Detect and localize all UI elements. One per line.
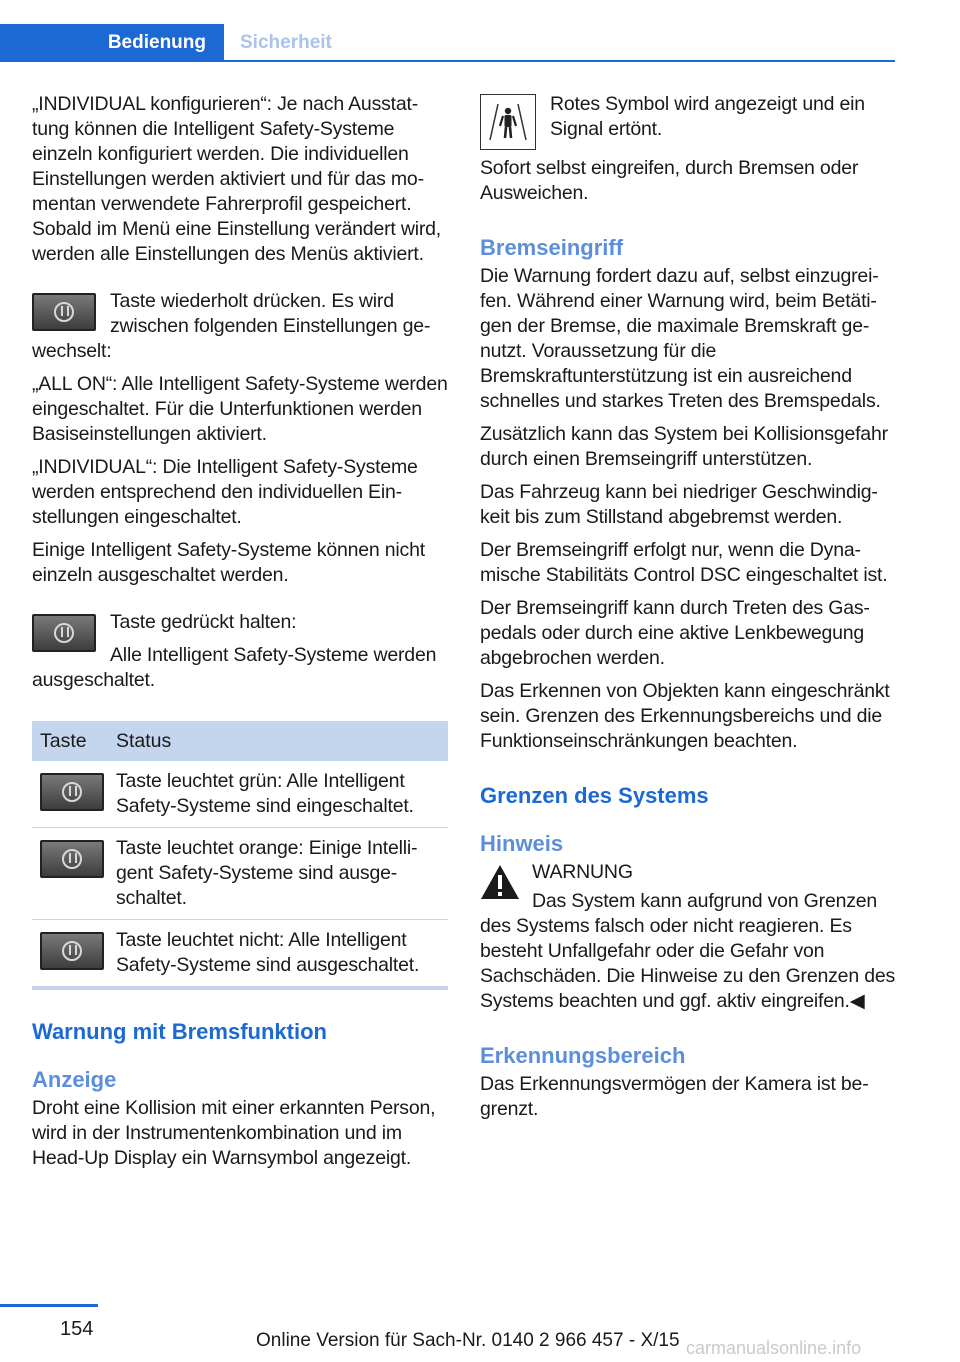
table-cell-status: Taste leuchtet orange: Einige Intelligent Safety-Systeme sind ausgeschaltet. bbox=[108, 828, 448, 920]
paragraph-all-on: „ALL ON“: Alle Intelligent Safety-Systeme werden eingeschaltet. Für die Unterfunktionen werden Basiseinstellungen aktiviert. bbox=[32, 373, 448, 445]
warning-triangle-icon bbox=[480, 864, 520, 900]
paragraph-erkennen: Das Erkennen von Objekten kann eingeschränkt sein. Grenzen des Erkennungsbereichs und die Funktionseinschränkungen beachten. bbox=[480, 680, 890, 752]
paragraph-repeat-press: Taste wiederholt drücken. Es wird zwischen folgenden Einstellungen gewechselt: bbox=[32, 290, 431, 362]
tab-bedienung[interactable]: Bedienung bbox=[0, 24, 224, 60]
heading-erkennungsbereich: Erkennungsbereich bbox=[480, 1043, 686, 1068]
key-instruction-repeat bbox=[32, 289, 448, 372]
paragraph-dsc: Der Bremseingriff erfolgt nur, wenn die Dynamische Stabilitäts Control DSC eingeschaltet ist. bbox=[480, 539, 888, 586]
paragraph-individual: „INDIVIDUAL“: Die Intelligent Safety-Systeme werden entsprechend den individuellen Einstellungen eingeschaltet. bbox=[32, 456, 418, 528]
paragraph-hold: Taste gedrückt halten: bbox=[110, 611, 297, 633]
table-row bbox=[32, 920, 448, 989]
paragraph-bremseingriff: Die Warnung fordert dazu auf, selbst einzugreifen. Während einer Warnung wird, beim Betätigen der Bremse, die maximale Bremskraft genutzt. Voraussetzung für die Bremskraftunterstützung ist ein ausreichend schnelles und starkes Treten des Bremspedals. bbox=[480, 265, 881, 412]
right-column bbox=[480, 92, 898, 1130]
heading-warnung-bremsfunktion: Warnung mit Bremsfunktion bbox=[32, 1019, 327, 1044]
left-column bbox=[32, 92, 448, 1179]
paragraph-all-off: Alle Intelligent Safety-Systeme werden ausgeschaltet. bbox=[32, 644, 437, 691]
table-header-status: Status bbox=[108, 721, 448, 761]
paragraph-individual-konfigurieren: „INDIVIDUAL konfigurieren“: Je nach Ausstattung können die Intelligent Safety-Systeme einzeln konfiguriert werden. Die individuellen Einstellungen werden aktiviert und für das momentan verwendete Fahrerprofil gespeichert. Sobald im Menü eine Einstellung verändert wird, werden alle Einstellungen des Menüs aktiviert. bbox=[32, 93, 441, 265]
paragraph-sofort-eingreifen: Sofort selbst eingreifen, durch Bremsen oder Ausweichen. bbox=[480, 157, 859, 204]
page-number: 154 bbox=[60, 1318, 94, 1340]
safety-button-icon bbox=[32, 293, 96, 331]
tab-underline bbox=[0, 60, 895, 62]
safety-button-icon bbox=[40, 932, 104, 970]
tab-sicherheit[interactable]: Sicherheit bbox=[240, 32, 332, 53]
paragraph-zusaetzlich: Zusätzlich kann das System bei Kollisionsgefahr durch einen Bremseingriff unterstützen. bbox=[480, 423, 888, 470]
key-instruction-hold bbox=[32, 610, 448, 701]
heading-grenzen-des-systems: Grenzen des Systems bbox=[480, 783, 709, 808]
paragraph-not-individually: Einige Intelligent Safety-Systeme können nicht einzeln ausgeschaltet werden. bbox=[32, 539, 425, 586]
heading-hinweis: Hinweis bbox=[480, 831, 564, 856]
safety-button-icon bbox=[40, 840, 104, 878]
warning-label: WARNUNG bbox=[532, 861, 633, 883]
heading-anzeige: Anzeige bbox=[32, 1067, 117, 1092]
warning-box bbox=[480, 860, 898, 1014]
online-version-note: Online Version für Sach-Nr. 0140 2 966 457 - X/15 bbox=[256, 1330, 680, 1351]
footer-rule bbox=[0, 1304, 98, 1307]
watermark: carmanualsonline.info bbox=[686, 1338, 862, 1358]
warning-text: Das System kann aufgrund von Grenzen des Systems falsch oder nicht reagieren. Es besteht Unfallgefahr oder die Gefahr von Sachschäden. Die Hinweise zu den Grenzen des Systems beachten und ggf. aktiv eingreifen.◀ bbox=[480, 890, 896, 1012]
safety-button-icon bbox=[40, 773, 104, 811]
table-header-taste: Taste bbox=[32, 721, 108, 761]
paragraph-red-symbol: Rotes Symbol wird angezeigt und ein Signal ertönt. bbox=[550, 93, 865, 140]
table-row bbox=[32, 828, 448, 920]
heading-bremseingriff: Bremseingriff bbox=[480, 235, 624, 260]
chapter-tabbar bbox=[0, 24, 895, 62]
pedestrian-warning bbox=[480, 92, 898, 156]
pedestrian-warning-icon bbox=[480, 94, 536, 150]
safety-button-icon bbox=[32, 614, 96, 652]
paragraph-stillstand: Das Fahrzeug kann bei niedriger Geschwindigkeit bis zum Stillstand abgebremst werden. bbox=[480, 481, 878, 528]
paragraph-anzeige: Droht eine Kollision mit einer erkannten Person, wird in der Instrumentenkombination und im Head-Up Display ein Warnsymbol angezeigt. bbox=[32, 1097, 436, 1169]
table-cell-status: Taste leuchtet grün: Alle Intelligent Safety-Systeme sind eingeschaltet. bbox=[108, 761, 448, 828]
button-status-table bbox=[32, 721, 448, 990]
table-cell-status: Taste leuchtet nicht: Alle Intelligent Safety-Systeme sind ausgeschaltet. bbox=[108, 920, 448, 989]
table-row bbox=[32, 761, 448, 828]
paragraph-erkennungsvermoegen: Das Erkennungsvermögen der Kamera ist begrenzt. bbox=[480, 1073, 869, 1120]
paragraph-abgebrochen: Der Bremseingriff kann durch Treten des Gaspedals oder durch eine aktive Lenkbewegung abgebrochen werden. bbox=[480, 597, 870, 669]
